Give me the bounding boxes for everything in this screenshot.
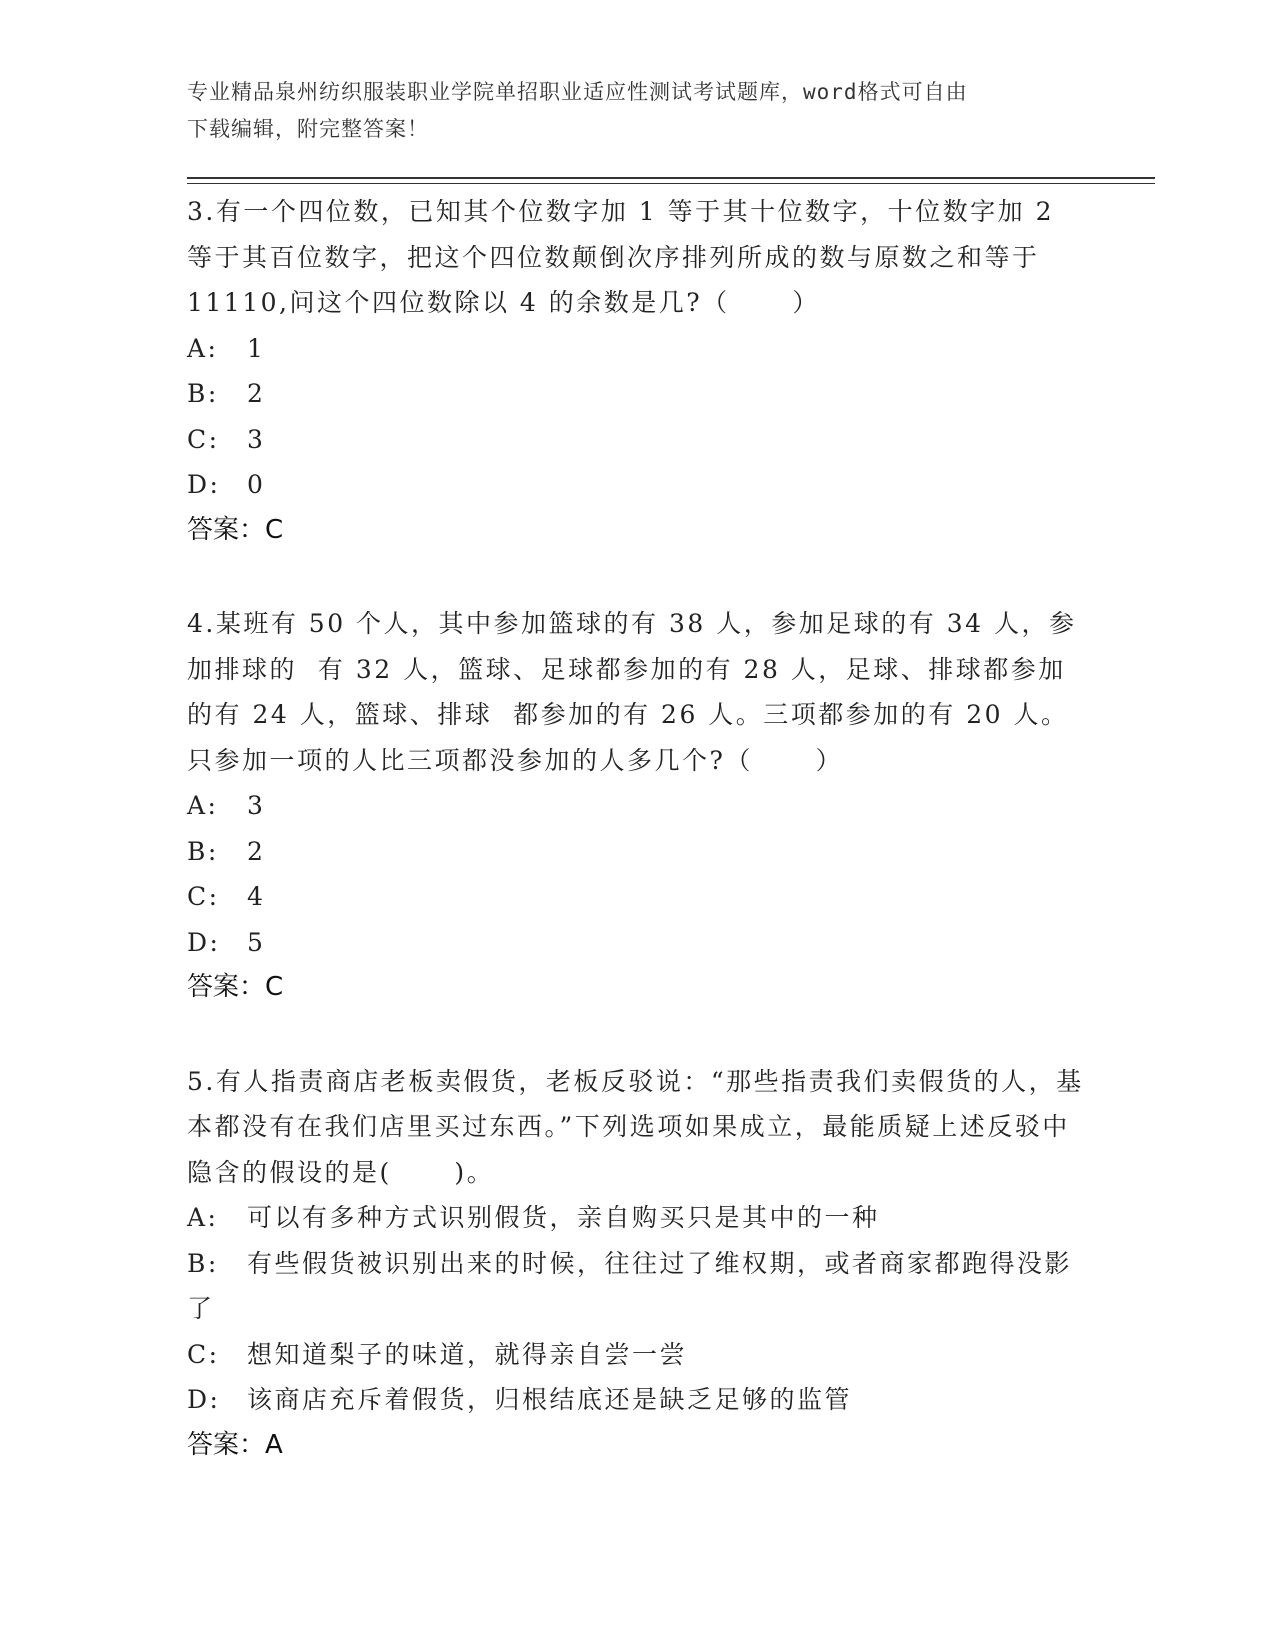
option-a	[187, 1195, 1087, 1241]
option-key: A:	[187, 791, 219, 820]
question-4	[187, 601, 1087, 1011]
header-divider-thin	[187, 183, 1155, 184]
option-text: 2	[247, 379, 266, 408]
header-line-1: 专业精品泉州纺织服装职业学院单招职业适应性测试考试题库，word格式可自由	[187, 80, 968, 104]
option-text: 0	[247, 470, 266, 499]
option-text: 4	[247, 882, 266, 911]
option-text: 3	[247, 791, 266, 820]
answer-line: 答案：C	[187, 972, 284, 1002]
option-a	[187, 783, 1087, 829]
option-c	[187, 417, 1087, 463]
option-c	[187, 874, 1087, 920]
option-d	[187, 1377, 1087, 1423]
option-key: B:	[187, 836, 219, 866]
question-stem: 5.有人指责商店老板卖假货，老板反驳说：“那些指责我们卖假货的人，基本都没有在我们店里买过东西。”下列选项如果成立，最能质疑上述反驳中隐含的假设的是( )。	[187, 1066, 1084, 1187]
option-text: 2	[247, 836, 266, 866]
option-key: D:	[187, 927, 221, 957]
option-b	[187, 829, 1087, 875]
question-5	[187, 1059, 1087, 1469]
option-d	[187, 920, 1087, 966]
option-key: A:	[187, 333, 219, 363]
option-key: C:	[187, 424, 220, 454]
option-text: 1	[247, 333, 266, 363]
option-a	[187, 326, 1087, 372]
option-key: B:	[187, 379, 219, 408]
option-key: C:	[187, 882, 220, 911]
option-d	[187, 462, 1087, 508]
option-text: 5	[247, 927, 266, 957]
question-stem: 4.某班有 50 个人，其中参加篮球的有 38 人，参加足球的有 34 人，参加排球的 有 32 人，篮球、足球都参加的有 28 人，足球、排球都参加的有 24 人，篮球、排球 都参加的有 26 人。三项都参加的有 20 人。只参加一项的人比三项都没参加的人多几个?（ ）	[187, 609, 1077, 775]
option-text: 想知道梨子的味道，就得亲自尝一尝	[247, 1339, 688, 1369]
header-divider-thick	[187, 177, 1155, 179]
answer-line: 答案：A	[187, 1429, 283, 1460]
option-text: 可以有多种方式识别假货，亲自购买只是其中的一种	[247, 1203, 880, 1232]
option-text: 有些假货被识别出来的时候，往往过了维权期，或者商家都跑得没影了	[187, 1248, 1073, 1323]
question-3	[187, 189, 1087, 553]
header-line-2: 下载编辑，附完整答案！	[187, 117, 429, 141]
answer-line: 答案：C	[187, 514, 284, 545]
page-header	[187, 74, 1067, 148]
option-b	[187, 1241, 1087, 1332]
option-key: D:	[187, 1385, 221, 1414]
option-key: B:	[187, 1248, 219, 1278]
option-c	[187, 1332, 1087, 1378]
option-key: C:	[187, 1339, 220, 1369]
option-key: D:	[187, 470, 221, 499]
option-b	[187, 371, 1087, 417]
question-list	[187, 189, 1087, 1516]
option-text: 该商店充斥着假货，归根结底还是缺乏足够的监管	[247, 1385, 853, 1414]
question-stem: 3.有一个四位数，已知其个位数字加 1 等于其十位数字，十位数字加 2 等于其百位数字，把这个四位数颠倒次序排列所成的数与原数之和等于 11110,问这个四位数除以 4 的余数是几?（ ）	[187, 197, 1065, 317]
option-key: A:	[187, 1203, 219, 1232]
option-text: 3	[247, 424, 266, 454]
